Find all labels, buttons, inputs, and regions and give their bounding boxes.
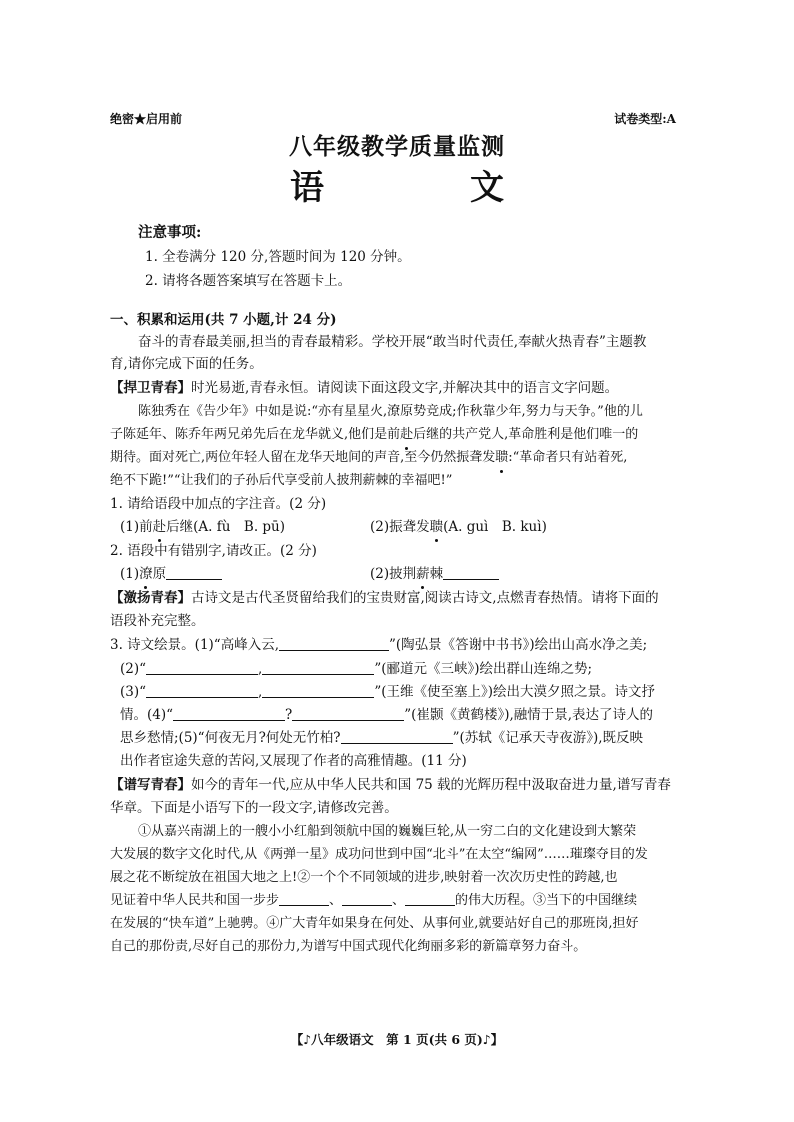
option-text: 后继(A. fù B. pū) bbox=[166, 519, 286, 535]
question-1-stem: 1. 请给语段中加点的字注音。(2 分) bbox=[110, 496, 327, 512]
question-3-line-2 bbox=[120, 658, 592, 680]
option-text: (A. guì B. kuì) bbox=[443, 519, 547, 535]
passage-text: :“革命者只有站着死, bbox=[508, 450, 628, 465]
paper-type-label: 试卷类型:A bbox=[614, 112, 676, 126]
task3-passage-1: ①从嘉兴南湖上的一艘小小红船到领航中国的巍巍巨轮,从一穷二白的文化建设到大繁荣 bbox=[138, 824, 637, 839]
answer-blank[interactable] bbox=[146, 683, 258, 698]
item-text: 原 bbox=[152, 566, 167, 582]
answer-blank[interactable] bbox=[405, 891, 455, 906]
notice-heading: 注意事项: bbox=[138, 224, 202, 241]
dotted-char: 聩 bbox=[430, 516, 444, 538]
answer-blank[interactable] bbox=[279, 891, 329, 906]
answer-blank[interactable] bbox=[342, 891, 392, 906]
q3-text: 情。(4)“ bbox=[120, 707, 174, 723]
task3-passage-6: 自己的那份责,尽好自己的那份力,为谱写中国式现代化绚丽多彩的新篇章努力奋斗。 bbox=[110, 939, 587, 954]
passage-text: 子陈延年、陈乔年两兄弟先后在龙华就义,他们是前 bbox=[110, 427, 401, 442]
answer-blank[interactable] bbox=[292, 706, 404, 721]
question-3-line-4 bbox=[120, 704, 653, 726]
question-3-line-6: 出作者宦途失意的苦闷,又展现了作者的高雅情趣。(11 分) bbox=[120, 753, 467, 769]
item-text: 棘 bbox=[429, 566, 444, 582]
item-text: (1) bbox=[120, 566, 140, 582]
passage-line-2 bbox=[110, 424, 638, 446]
answer-blank[interactable] bbox=[262, 683, 374, 698]
answer-blank[interactable] bbox=[341, 729, 453, 744]
task2-line bbox=[110, 587, 659, 609]
task2-text: 古诗文是古代圣贤留给我们的宝贵财富,阅读古诗文,点燃青春热情。请将下面的 bbox=[191, 590, 659, 606]
task3-passage-2: 大发展的数字文化时代,从《两弹一星》成功问世到中国“北斗”在太空“编网”……璀璨夺目的发 bbox=[110, 847, 648, 862]
task3-passage-5: 在发展的“快车道”上驰骋。④广大青年如果身在何处、从事何业,就要站好自己的那班岗,担好 bbox=[110, 916, 639, 931]
exam-title: 八年级教学质量监测 bbox=[289, 133, 505, 160]
task2-line-2: 语段补充完整。 bbox=[110, 613, 205, 629]
answer-blank[interactable] bbox=[262, 660, 374, 675]
notice-item-2: 2. 请将各题答案填写在答题卡上。 bbox=[145, 273, 352, 289]
option-text: (2)振聋发 bbox=[370, 519, 430, 535]
passage-text: 、 bbox=[392, 893, 406, 908]
answer-blank[interactable] bbox=[173, 706, 285, 721]
task3-line bbox=[110, 774, 671, 796]
task1-tag: 【捍卫青春】 bbox=[110, 380, 191, 396]
passage-line-1: 陈独秀在《告少年》中如是说:“亦有星星火,潦原势竞成;作秋靠少年,努力与天争。”他的儿 bbox=[138, 404, 643, 419]
q3-text: ”(崔颢《黄鹤楼》),融情于景,表达了诗人的 bbox=[404, 707, 654, 723]
page-footer: 【♪八年级语文 第 1 页(共 6 页)♪】 bbox=[290, 1032, 504, 1047]
dotted-char: 薪 bbox=[416, 563, 430, 585]
q3-text: 3. 诗文绘景。(1)“高峰入云, bbox=[110, 637, 279, 653]
notice-item-1: 1. 全卷满分 120 分,答题时间为 120 分钟。 bbox=[145, 249, 411, 265]
question-2-stem: 2. 语段中有错别字,请改正。(2 分) bbox=[110, 543, 317, 559]
question-1-option-2 bbox=[370, 516, 547, 538]
section-intro-line-1: 奋斗的青春最美丽,担当的青春最精彩。学校开展“敢当时代责任,奉献火热青春”主题教 bbox=[138, 334, 647, 350]
q3-text: , bbox=[258, 661, 263, 677]
q3-text: (3)“ bbox=[120, 684, 147, 700]
answer-blank[interactable] bbox=[279, 636, 389, 651]
q3-text: ? bbox=[285, 707, 293, 723]
task3-passage-3: 展之花不断绽放在祖国大地之上!②一个个不同领域的进步,映射着一次次历史性的跨越,也 bbox=[110, 870, 618, 885]
option-text: (1)前 bbox=[120, 519, 153, 535]
q3-text: ”(郦道元《三峡》)绘出群山连绵之势; bbox=[374, 661, 593, 677]
passage-line-4: 绝不下跪!”“让我们的子孙后代享受前人披荆薪棘的幸福吧!” bbox=[110, 473, 453, 488]
task1-line bbox=[110, 377, 618, 399]
q3-text: ”(王维《使至塞上》)绘出大漠夕照之景。诗文抒 bbox=[374, 684, 656, 700]
task3-passage-4 bbox=[110, 890, 637, 912]
question-2-item-2 bbox=[370, 563, 499, 585]
task3-line-2: 华章。下面是小语写下的一段文字,请修改完善。 bbox=[110, 800, 398, 816]
question-3-line-1 bbox=[110, 634, 647, 656]
passage-text: 期待。面对死亡,两位年轻人留在龙华天地间的声音,至今仍然振聋发 bbox=[110, 450, 496, 465]
subject-title: 语 文 bbox=[290, 168, 560, 208]
task1-text: 时光易逝,青春永恒。请阅读下面这段文字,并解决其中的语言文字问题。 bbox=[191, 380, 619, 396]
answer-blank[interactable] bbox=[443, 565, 499, 580]
dotted-char: 赴 bbox=[400, 424, 413, 446]
dotted-char: 潦 bbox=[139, 563, 153, 585]
q3-text: 思乡愁情;(5)“何夜无月?何处无竹柏? bbox=[120, 730, 341, 746]
passage-text: 的伟大历程。③当下的中国继续 bbox=[455, 893, 638, 908]
question-3-line-5 bbox=[120, 727, 643, 749]
passage-text: 后继的共产党人,革命胜利是他们唯一的 bbox=[413, 427, 639, 442]
confidential-mark: 绝密★启用前 bbox=[110, 112, 183, 126]
passage-line-3 bbox=[110, 447, 627, 469]
question-1-option-1 bbox=[120, 516, 285, 538]
answer-blank[interactable] bbox=[166, 565, 222, 580]
section-intro-line-2: 育,请你完成下面的任务。 bbox=[110, 356, 263, 372]
question-2-item-1 bbox=[120, 563, 222, 585]
q3-text: (2)“ bbox=[120, 661, 147, 677]
passage-text: 见证着中华人民共和国一步步 bbox=[110, 893, 280, 908]
dotted-char: 聩 bbox=[495, 447, 508, 469]
question-3-line-3 bbox=[120, 681, 655, 703]
dotted-char: 赴 bbox=[153, 516, 167, 538]
item-text: (2)披荆 bbox=[370, 566, 417, 582]
task3-tag: 【谱写青春】 bbox=[110, 777, 191, 793]
task2-tag: 【激扬青春】 bbox=[110, 590, 191, 606]
q3-text: ”(陶弘景《答谢中书书》)绘出山高水净之美; bbox=[389, 637, 648, 653]
q3-text: ”(苏轼《记承天寺夜游》),既反映 bbox=[452, 730, 644, 746]
answer-blank[interactable] bbox=[146, 660, 258, 675]
passage-text: 、 bbox=[329, 893, 343, 908]
q3-text: , bbox=[258, 684, 263, 700]
section-heading: 一、积累和运用(共 7 小题,计 24 分) bbox=[110, 312, 337, 328]
task3-text: 如今的青年一代,应从中华人民共和国 75 载的光辉历程中汲取奋进力量,谱写青春 bbox=[191, 777, 671, 793]
